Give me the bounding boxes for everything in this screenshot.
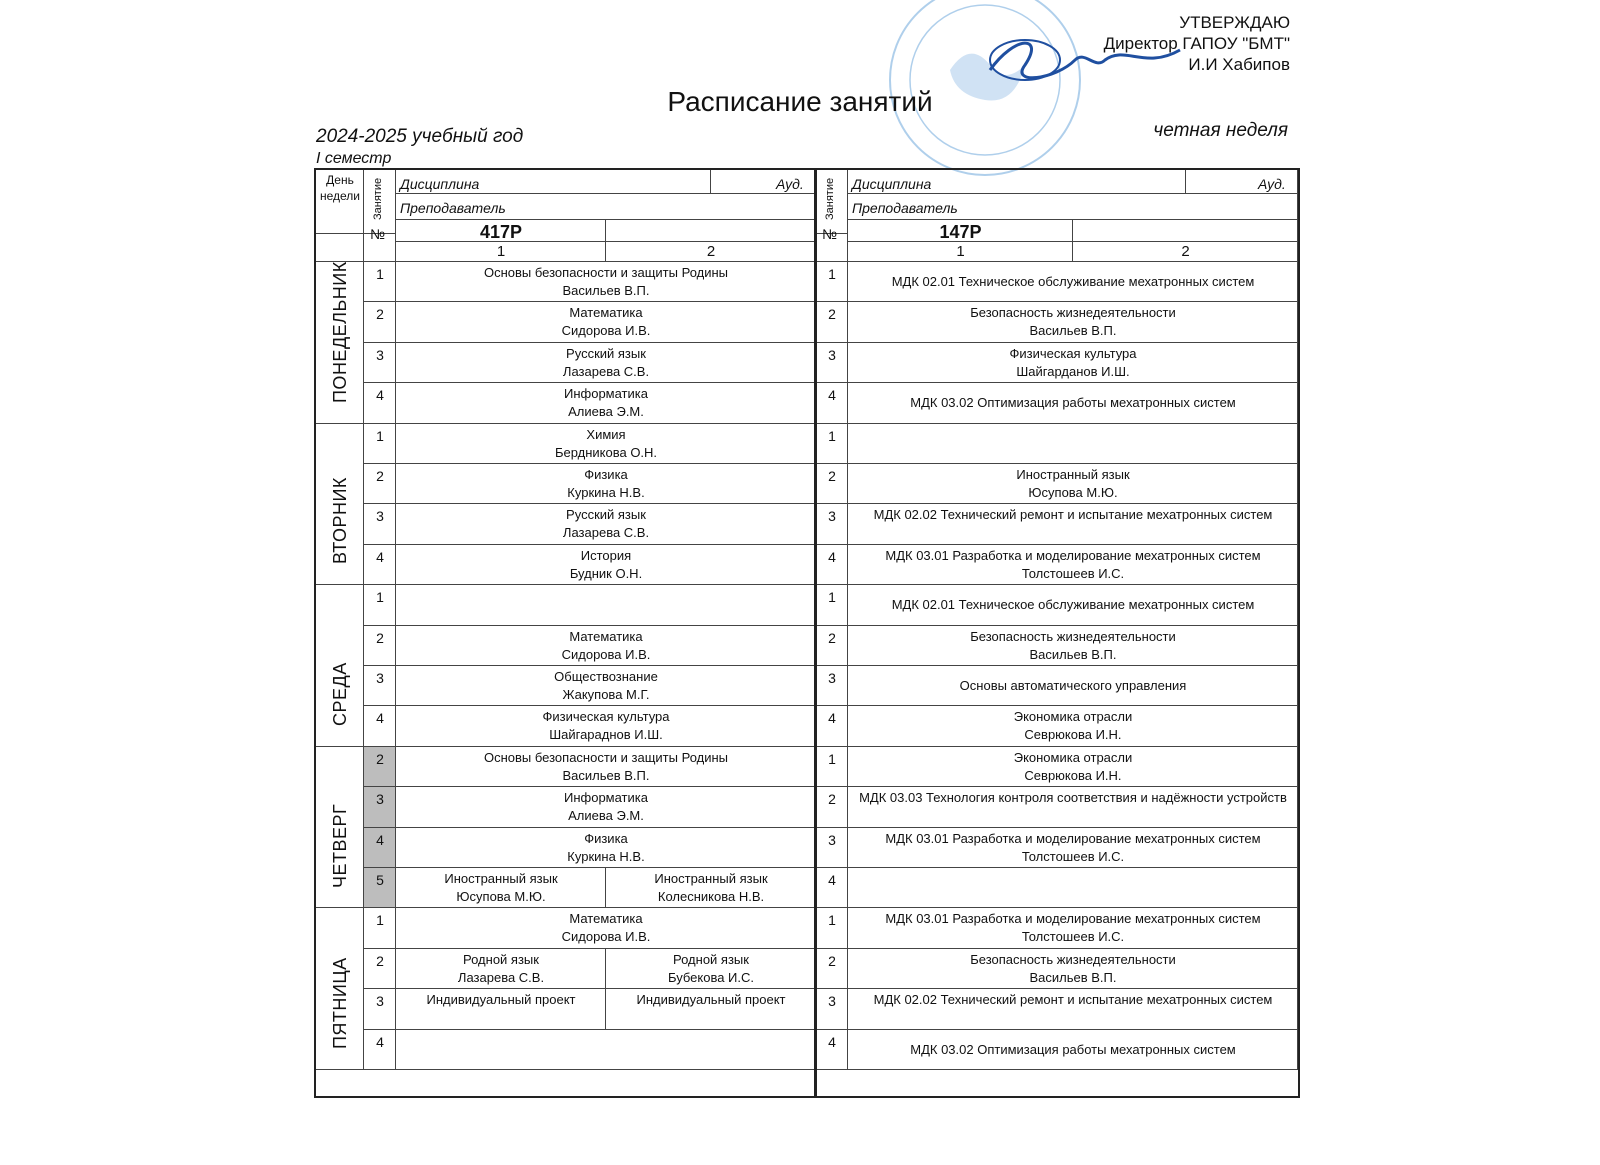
group-name-right: 147Р — [939, 222, 982, 242]
slot-number: 2 — [828, 791, 836, 808]
lesson-teacher: Шайгараднов И.Ш. — [549, 727, 663, 743]
day-name: СРЕДА — [330, 662, 350, 726]
subgroup-1-right: 1 — [956, 243, 965, 260]
lesson-teacher: Толстошеев И.С. — [1021, 848, 1125, 864]
lesson-teacher: Сидорова И.В. — [561, 646, 651, 662]
slot-number: 2 — [376, 952, 384, 969]
subgroup-1-left: 1 — [496, 243, 506, 260]
slot-number: 1 — [376, 912, 384, 929]
approval-line-2: Директор ГАПОУ "БМТ" — [1103, 34, 1290, 53]
slot-number: 2 — [376, 306, 384, 323]
lesson-teacher: Васильев В.П. — [562, 767, 650, 783]
slot-number: 2 — [376, 629, 384, 646]
header-room-label-left: Ауд. — [776, 176, 804, 192]
header-day-spacer — [316, 234, 364, 262]
lesson-discipline: Индивидуальный проект — [636, 992, 786, 1008]
lesson-discipline: Русский язык — [566, 345, 646, 361]
header-room-label-right: Ауд. — [1258, 176, 1286, 192]
lesson-discipline: Иностранный язык — [654, 871, 768, 886]
slot-number: 3 — [376, 670, 384, 686]
slot-number: 2 — [376, 750, 384, 767]
slot-number: 3 — [828, 670, 836, 686]
slot-number: 4 — [828, 1033, 836, 1050]
header-number-sign-left: № — [370, 226, 386, 242]
slot-number: 3 — [376, 791, 384, 808]
lesson-discipline: Основы автоматического управления — [959, 678, 1187, 693]
schedule-table — [314, 168, 1300, 1098]
lesson-teacher: Юсупова М.Ю. — [1028, 485, 1118, 500]
header-day-label: День недели — [319, 173, 361, 203]
lesson-discipline: МДК 02.02 Технический ремонт и испытание мехатронных систем — [873, 507, 1273, 523]
lesson-teacher: Алиева Э.М. — [568, 808, 644, 824]
lesson-teacher: Колесникова Н.В. — [657, 889, 765, 904]
lesson-teacher: Васильев В.П. — [1029, 969, 1117, 985]
lesson-teacher: Сидорова И.В. — [561, 929, 651, 945]
slot-number: 4 — [828, 548, 836, 565]
lesson-teacher: Юсупова М.Ю. — [456, 889, 546, 904]
day-name: ПЯТНИЦА — [330, 957, 350, 1050]
page-title: Расписание занятий — [667, 86, 933, 117]
lesson-teacher: Севрюкова И.Н. — [1024, 767, 1122, 783]
slot-number: 4 — [376, 548, 384, 565]
lesson-discipline: Математика — [569, 911, 643, 927]
lesson-discipline: МДК 03.01 Разработка и моделирование мехатронных систем — [885, 830, 1261, 846]
lesson-discipline: Индивидуальный проект — [426, 992, 576, 1008]
lesson-teacher: Лазарева С.В. — [562, 363, 650, 379]
lesson-discipline: Химия — [586, 426, 626, 442]
lesson-discipline: Родной язык — [673, 951, 749, 967]
lesson-teacher: Толстошеев И.С. — [1021, 929, 1125, 945]
lesson-discipline: Безопасность жизнедеятельности — [970, 951, 1176, 967]
week-type: четная неделя — [1153, 120, 1288, 141]
lesson-discipline: Безопасность жизнедеятельности — [970, 305, 1176, 321]
group-extra-cell-right — [1073, 220, 1298, 242]
slot-number: 2 — [828, 306, 836, 323]
academic-year: 2024-2025 учебный год — [316, 126, 524, 147]
group-name-left: 417Р — [479, 222, 523, 242]
lesson-teacher: Лазарева С.В. — [457, 969, 545, 985]
lesson-discipline: МДК 02.02 Технический ремонт и испытание мехатронных систем — [873, 992, 1273, 1008]
lesson-teacher: Бубекова И.С. — [667, 969, 755, 985]
slot-number: 4 — [376, 710, 384, 727]
slot-number: 1 — [376, 427, 384, 444]
lesson-teacher: Лазарева С.В. — [562, 525, 650, 541]
header-lesson-label-left: Занятие — [372, 177, 384, 220]
lesson-teacher: Будник О.Н. — [569, 565, 643, 581]
slot-number: 3 — [828, 993, 836, 1010]
lesson-discipline: Экономика отрасли — [1013, 709, 1133, 725]
lesson-discipline: Иностранный язык — [444, 871, 558, 886]
slot-number: 1 — [828, 266, 836, 282]
lesson-discipline: Обществознание — [554, 669, 658, 684]
lesson-teacher: Толстошеев И.С. — [1021, 565, 1125, 581]
lesson-discipline: История — [580, 547, 632, 563]
lesson-discipline: Безопасность жизнедеятельности — [970, 628, 1176, 644]
lesson-discipline: Русский язык — [566, 507, 646, 523]
lesson-discipline: МДК 02.01 Техническое обслуживание мехатронных систем — [891, 274, 1255, 289]
lesson-teacher: Сидорова И.В. — [561, 323, 651, 339]
lesson-discipline: Математика — [569, 305, 643, 321]
lesson-cell — [848, 424, 1298, 464]
slot-number: 2 — [828, 468, 836, 484]
lesson-discipline: МДК 03.03 Технология контроля соответствия и надёжности устройств — [859, 790, 1287, 806]
day-name: ПОНЕДЕЛЬНИК — [330, 261, 350, 403]
subgroup-2-right: 2 — [1181, 243, 1190, 260]
slot-number: 2 — [828, 629, 836, 646]
lesson-teacher: Жакупова М.Г. — [562, 687, 650, 702]
lesson-discipline: Основы безопасности и защиты Родины — [483, 749, 729, 765]
lesson-discipline: Физическая культура — [1009, 345, 1137, 361]
lesson-teacher: Куркина Н.В. — [567, 848, 645, 864]
slot-number: 3 — [828, 508, 836, 525]
subgroup-2-left: 2 — [706, 243, 716, 260]
lesson-discipline: Основы безопасности и защиты Родины — [483, 265, 729, 280]
lesson-discipline: Информатика — [564, 386, 648, 402]
lesson-discipline: Информатика — [564, 790, 648, 806]
approval-line-1: УТВЕРЖДАЮ — [1179, 13, 1290, 32]
lesson-cell — [848, 868, 1298, 908]
header-discipline-label-left: Дисциплина — [400, 176, 480, 192]
lesson-discipline: Физика — [584, 467, 628, 482]
lesson-teacher: Васильев В.П. — [1029, 323, 1117, 339]
lesson-discipline: МДК 03.01 Разработка и моделирование мехатронных систем — [885, 547, 1261, 563]
slot-number: 5 — [376, 872, 384, 888]
lesson-discipline: Родной язык — [463, 951, 539, 967]
slot-number: 3 — [828, 346, 836, 363]
lesson-cell — [396, 1030, 816, 1070]
lesson-teacher: Васильев В.П. — [562, 283, 650, 298]
header-discipline-label-right: Дисциплина — [852, 176, 932, 192]
slot-number: 4 — [376, 831, 384, 848]
director-signature-icon — [985, 30, 1185, 90]
lesson-teacher: Васильев В.П. — [1029, 646, 1117, 662]
lesson-discipline: Иностранный язык — [1016, 467, 1130, 482]
lesson-discipline: Физика — [584, 830, 628, 846]
slot-number: 3 — [376, 346, 384, 363]
slot-number: 2 — [376, 468, 384, 484]
lesson-discipline: Математика — [569, 628, 643, 644]
lesson-discipline: МДК 03.02 Оптимизация работы мехатронных систем — [910, 1041, 1236, 1057]
header-number-sign-right: № — [822, 226, 838, 242]
slot-number: 3 — [376, 508, 384, 525]
slot-number: 3 — [828, 831, 836, 848]
slot-number: 4 — [376, 1033, 384, 1050]
lesson-cell — [396, 585, 816, 625]
slot-number: 1 — [828, 912, 836, 929]
slot-number: 1 — [828, 750, 836, 767]
slot-number: 3 — [376, 993, 384, 1010]
slot-number: 1 — [828, 589, 836, 606]
header-teacher-label-right: Преподаватель — [852, 200, 958, 216]
slot-number: 4 — [828, 872, 836, 888]
lesson-teacher: Куркина Н.В. — [567, 485, 645, 500]
lesson-discipline: МДК 02.01 Техническое обслуживание мехатронных систем — [891, 597, 1255, 613]
semester-label: I семестр — [316, 150, 392, 167]
slot-number: 1 — [376, 589, 384, 606]
lesson-discipline: МДК 03.01 Разработка и моделирование мехатронных систем — [885, 911, 1261, 927]
lesson-discipline: Экономика отрасли — [1013, 749, 1133, 765]
slot-number: 4 — [376, 387, 384, 404]
group-extra-cell-left — [606, 220, 816, 242]
approval-line-3: И.И Хабипов — [1188, 55, 1290, 74]
lesson-teacher: Алиева Э.М. — [568, 404, 644, 420]
lesson-teacher: Шайгарданов И.Ш. — [1016, 363, 1130, 379]
slot-number: 4 — [828, 710, 836, 727]
lesson-teacher: Севрюкова И.Н. — [1024, 727, 1122, 743]
slot-number: 1 — [376, 266, 384, 282]
lesson-teacher: Бердникова О.Н. — [554, 444, 658, 460]
column-separator — [814, 170, 817, 1096]
header-teacher-label-left: Преподаватель — [400, 200, 506, 216]
header-lesson-label-right: Занятие — [824, 177, 836, 220]
slot-number: 2 — [828, 952, 836, 969]
slot-number: 4 — [828, 387, 836, 404]
slot-number: 1 — [828, 427, 836, 444]
day-name: ВТОРНИК — [330, 477, 350, 565]
day-name: ЧЕТВЕРГ — [330, 803, 350, 888]
lesson-discipline: Физическая культура — [542, 709, 670, 725]
lesson-discipline: МДК 03.02 Оптимизация работы мехатронных систем — [910, 395, 1236, 411]
